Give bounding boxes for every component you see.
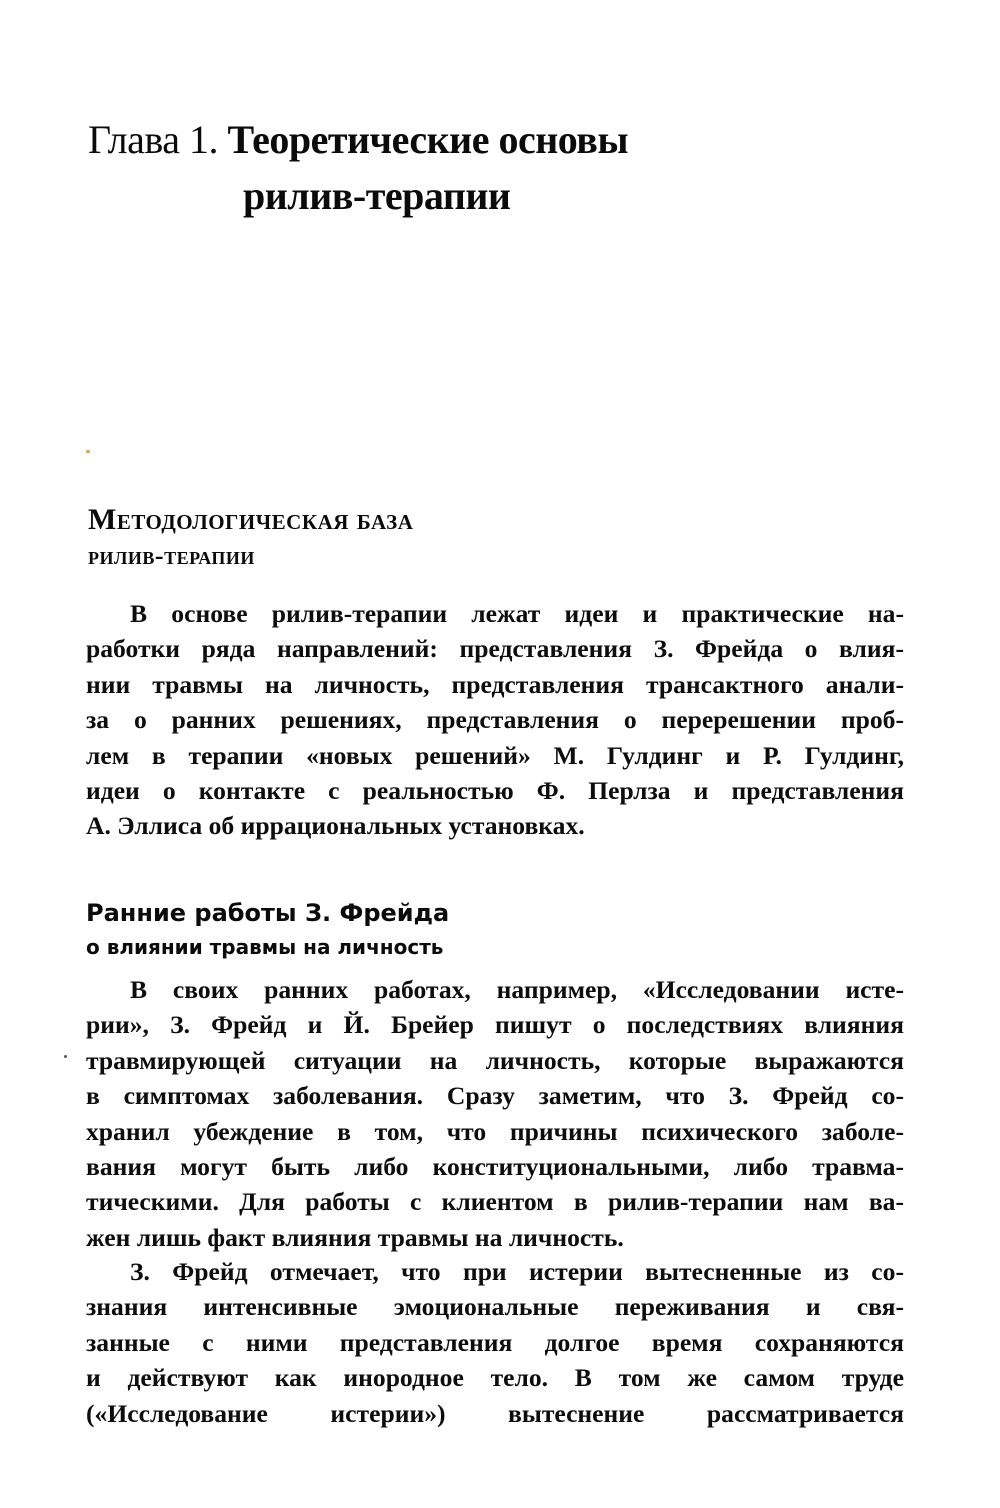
paragraph-line: занные с ними представления долгое время сохраняются [86,1327,904,1357]
subsection-heading [86,896,786,964]
chapter-title-line2: рилив-терапии [243,173,511,218]
section-heading [88,502,788,574]
paragraph-line: вания могут быть либо конституциональными, либо травма- [86,1152,904,1182]
paragraph-line: В основе рилив-терапии лежат идеи и практические на- [130,599,904,628]
section-heading-line2: рилив-терапии [88,541,255,570]
paragraph-line: хранил убеждение в том, что причины психического заболе- [86,1116,904,1146]
paragraph-line: травмирующей ситуации на личность, которые выражаются [86,1045,904,1075]
paragraph-line: работки ряда направлений: представления З. Фрейда о влия- [86,634,904,664]
paragraph-line: идеи о контакте с реальностью Ф. Перлза и представления [86,776,904,806]
paragraph-line: лем в терапии «новых решений» М. Гулдинг и Р. Гулдинг, [86,740,904,770]
chapter-number: Глава 1. [88,117,218,162]
paragraph-freud-repression [86,1254,904,1431]
paragraph-line: рии», З. Фрейд и Й. Брейер пишут о последствиях влияния [86,1010,904,1040]
paragraph-line: за о ранних решениях, представления о перерешении проб- [86,705,904,735]
paragraph-line: З. Фрейд отмечает, что при истерии вытесненные из со- [130,1257,904,1286]
paragraph-line: В своих ранних работах, например, «Исследовании исте- [130,975,904,1004]
chapter-title [88,112,868,224]
subsection-heading-line1: Ранние работы З. Фрейда [86,899,450,927]
paragraph-line: жен лишь факт влияния травмы на личность. [86,1222,624,1252]
paragraph-line: («Исследование истерии») вытеснение рассматривается [86,1398,904,1428]
print-speck [64,1055,67,1058]
section-heading-line1: Методологическая база [88,503,414,536]
paragraph-intro [86,596,904,844]
paragraph-line: тическими. Для работы с клиентом в рилив-терапии нам ва- [86,1187,904,1217]
paragraph-line: и действуют как инородное тело. В том же самом труде [86,1363,904,1393]
subsection-heading-line2: о влиянии травмы на личность [86,935,444,959]
print-speck [86,450,90,453]
paragraph-line: знания интенсивные эмоциональные переживания и свя- [86,1292,904,1322]
paragraph-line: А. Эллиса об иррациональных установках. [86,811,585,841]
paragraph-line: в симптомах заболевания. Сразу заметим, что З. Фрейд со- [86,1081,904,1111]
paragraph-freud-early [86,972,904,1255]
paragraph-line: нии травмы на личность, представления трансактного анали- [86,669,904,699]
chapter-title-line1: Теоретические основы [227,117,629,162]
